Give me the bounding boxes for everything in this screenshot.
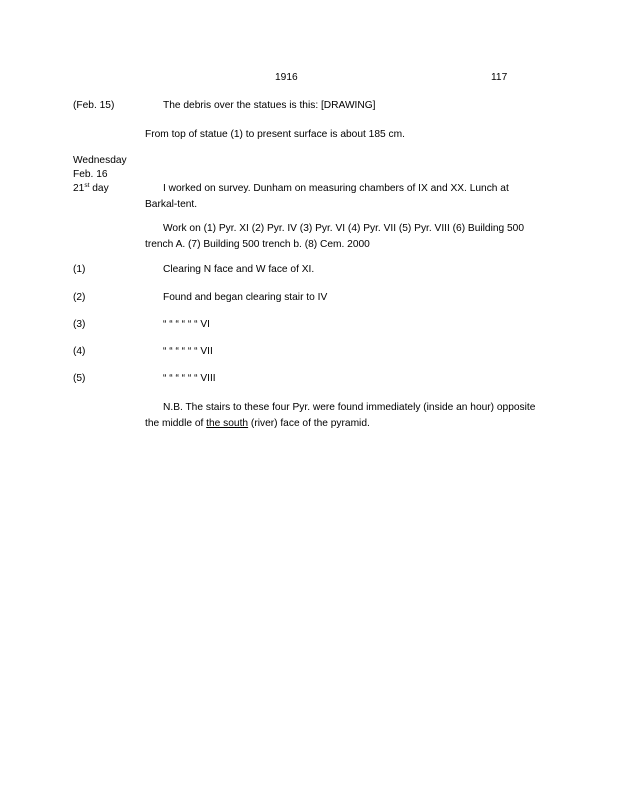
header-year: 1916 [275, 72, 298, 83]
list-item-text: “ “ “ “ “ “ VI [163, 319, 210, 330]
statue-depth-note: From top of statue (1) to present surface is about 185 cm. [145, 129, 405, 140]
list-item-text: Found and began clearing stair to IV [163, 292, 328, 303]
entry-date-feb15: (Feb. 15) [73, 100, 115, 111]
list-item-number: (2) [73, 292, 86, 303]
nb-note-start: N.B. The stairs to these four Pyr. were found immediately (inside an hour) opposite the middle of [145, 402, 536, 429]
list-item-number: (3) [73, 319, 86, 330]
list-item-text: “ “ “ “ “ “ VII [163, 346, 213, 357]
list-item-number: (1) [73, 264, 86, 275]
list-item-number: (5) [73, 373, 86, 384]
entry-feb15-text: The debris over the statues is this: [DRAWING] [163, 100, 376, 111]
day-word: day [89, 183, 109, 194]
nb-note [145, 400, 545, 431]
day-num: 21 [73, 183, 85, 194]
work-list-paragraph: Work on (1) Pyr. XI (2) Pyr. IV (3) Pyr. VI (4) Pyr. VII (5) Pyr. VIII (6) Building 500 trench A. (7) Building 500 trench b. (8) Cem. 2000 [145, 223, 525, 250]
entry-date-feb16: Feb. 16 [73, 169, 108, 180]
list-item-text: “ “ “ “ “ “ VIII [163, 373, 216, 384]
day-num-suffix: st [84, 182, 90, 189]
nb-note-end: (river) face of the pyramid. [248, 417, 370, 429]
entry-day-name: Wednesday [73, 155, 127, 166]
list-item-number: (4) [73, 346, 86, 357]
entry-feb16-text: I worked on survey. Dunham on measuring chambers of IX and XX. Lunch at Barkal-tent. [145, 183, 509, 210]
nb-note-underlined: the south [206, 417, 249, 429]
entry-day-number [73, 182, 109, 196]
list-item-text: Clearing N face and W face of XI. [163, 264, 315, 275]
page-number: 117 [491, 72, 508, 83]
